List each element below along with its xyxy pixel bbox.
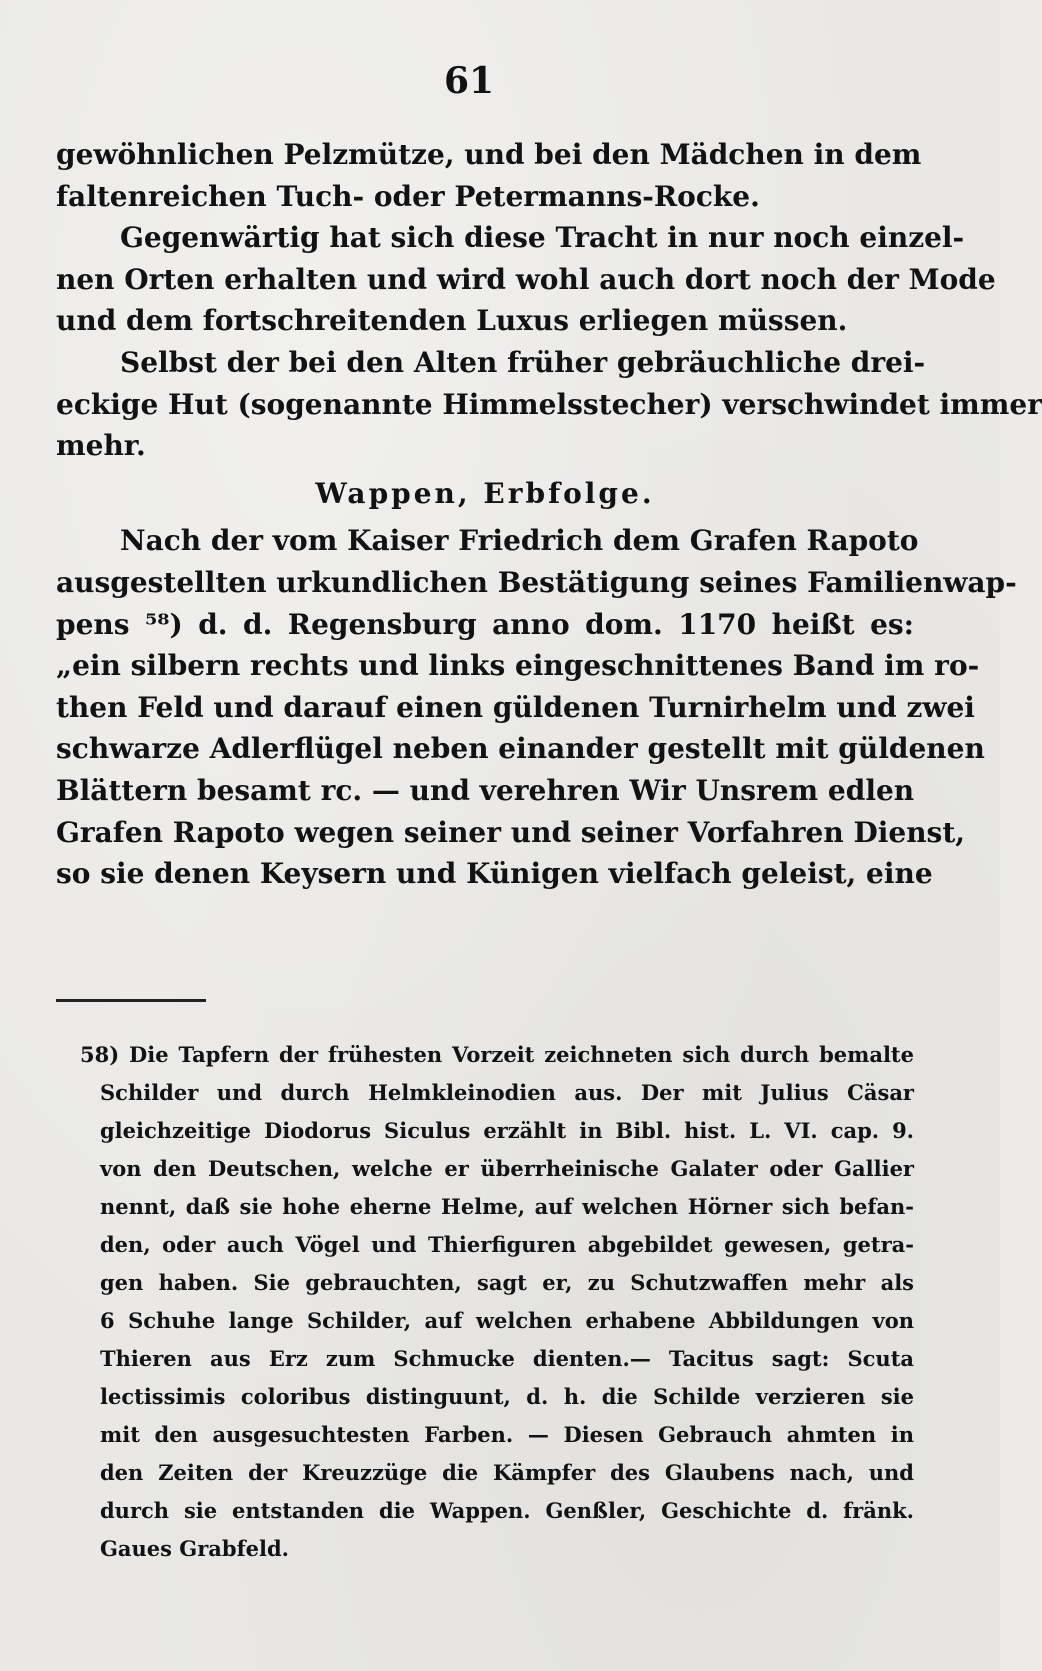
footnote [80, 1036, 914, 1568]
section-heading: Wappen, Erbfolge. [315, 476, 655, 510]
body-line: mehr. [56, 429, 146, 463]
section-line: Nach der vom Kaiser Friedrich dem Grafen Rapoto [120, 524, 919, 558]
section-line: then Feld und darauf einen güldenen Turnirhelm und zwei [56, 690, 975, 724]
footnote-line: von den Deutschen, welche er überrheinische Galater oder Gallier [100, 1156, 914, 1181]
body-line: nen Orten erhalten und wird wohl auch dort noch der Mode [56, 262, 996, 296]
section-line: Blättern besamt rc. — und verehren Wir Unsrem edlen [56, 773, 915, 807]
section-line: so sie denen Keysern und Künigen vielfach geleist, eine [56, 857, 933, 891]
footnote-line: Schilder und durch Helmkleinodien aus. Der mit Julius Cäsar [100, 1080, 914, 1105]
page-number: 61 [443, 60, 495, 102]
footnote-line: den, oder auch Vögel und Thierfiguren abgebildet gewesen, getra- [100, 1232, 914, 1257]
section-line: ausgestellten urkundlichen Bestätigung seines Familienwap- [56, 565, 1017, 599]
footnote-separator [56, 999, 206, 1002]
body-line: gewöhnlichen Pelzmütze, und bei den Mädchen in dem [56, 138, 922, 171]
footnote-line: 6 Schuhe lange Schilder, auf welchen erhabene Abbildungen von [100, 1308, 914, 1333]
footnote-line: gleichzeitige Diodorus Siculus erzählt in Bibl. hist. L. VI. cap. 9. [100, 1118, 914, 1143]
footnote-line: nennt, daß sie hohe eherne Helme, auf welchen Hörner sich befan- [100, 1194, 914, 1219]
section-line: „ein silbern rechts und links eingeschnittenes Band im ro- [56, 649, 980, 683]
body-line: faltenreichen Tuch- oder Petermanns-Rocke. [56, 179, 760, 213]
footnote-line: 58) Die Tapfern der frühesten Vorzeit zeichneten sich durch bemalte [80, 1042, 914, 1067]
footnote-line: den Zeiten der Kreuzzüge die Kämpfer des Glaubens nach, und [100, 1460, 914, 1485]
footnote-line: Gaues Grabfeld. [100, 1536, 289, 1561]
footnote-line: gen haben. Sie gebrauchten, sagt er, zu Schutzwaffen mehr als [100, 1270, 914, 1295]
footnote-line: lectissimis coloribus distinguunt, d. h. die Schilde verzieren sie [100, 1384, 914, 1409]
footnote-line: mit den ausgesuchtesten Farben. — Diesen Gebrauch ahmten in [100, 1422, 914, 1447]
section-line: Grafen Rapoto wegen seiner und seiner Vorfahren Dienst, [56, 815, 966, 849]
body-line: Gegenwärtig hat sich diese Tracht in nur noch einzel- [120, 221, 965, 255]
footnote-line: Thieren aus Erz zum Schmucke dienten.— Tacitus sagt: Scuta [100, 1346, 914, 1371]
section-line: schwarze Adlerflügel neben einander gestellt mit güldenen [56, 732, 985, 766]
section-line: pens ⁵⁸) d. d. Regensburg anno dom. 1170 heißt es: [56, 607, 914, 641]
footnote-line: durch sie entstanden die Wappen. Genßler, Geschichte d. fränk. [100, 1498, 914, 1523]
main-text [56, 134, 1042, 895]
body-line: und dem fortschreitenden Luxus erliegen müssen. [56, 304, 848, 338]
body-line: eckige Hut (sogenannte Himmelsstecher) verschwindet immer [56, 387, 1042, 421]
body-line: Selbst der bei den Alten früher gebräuchliche drei- [120, 345, 926, 379]
